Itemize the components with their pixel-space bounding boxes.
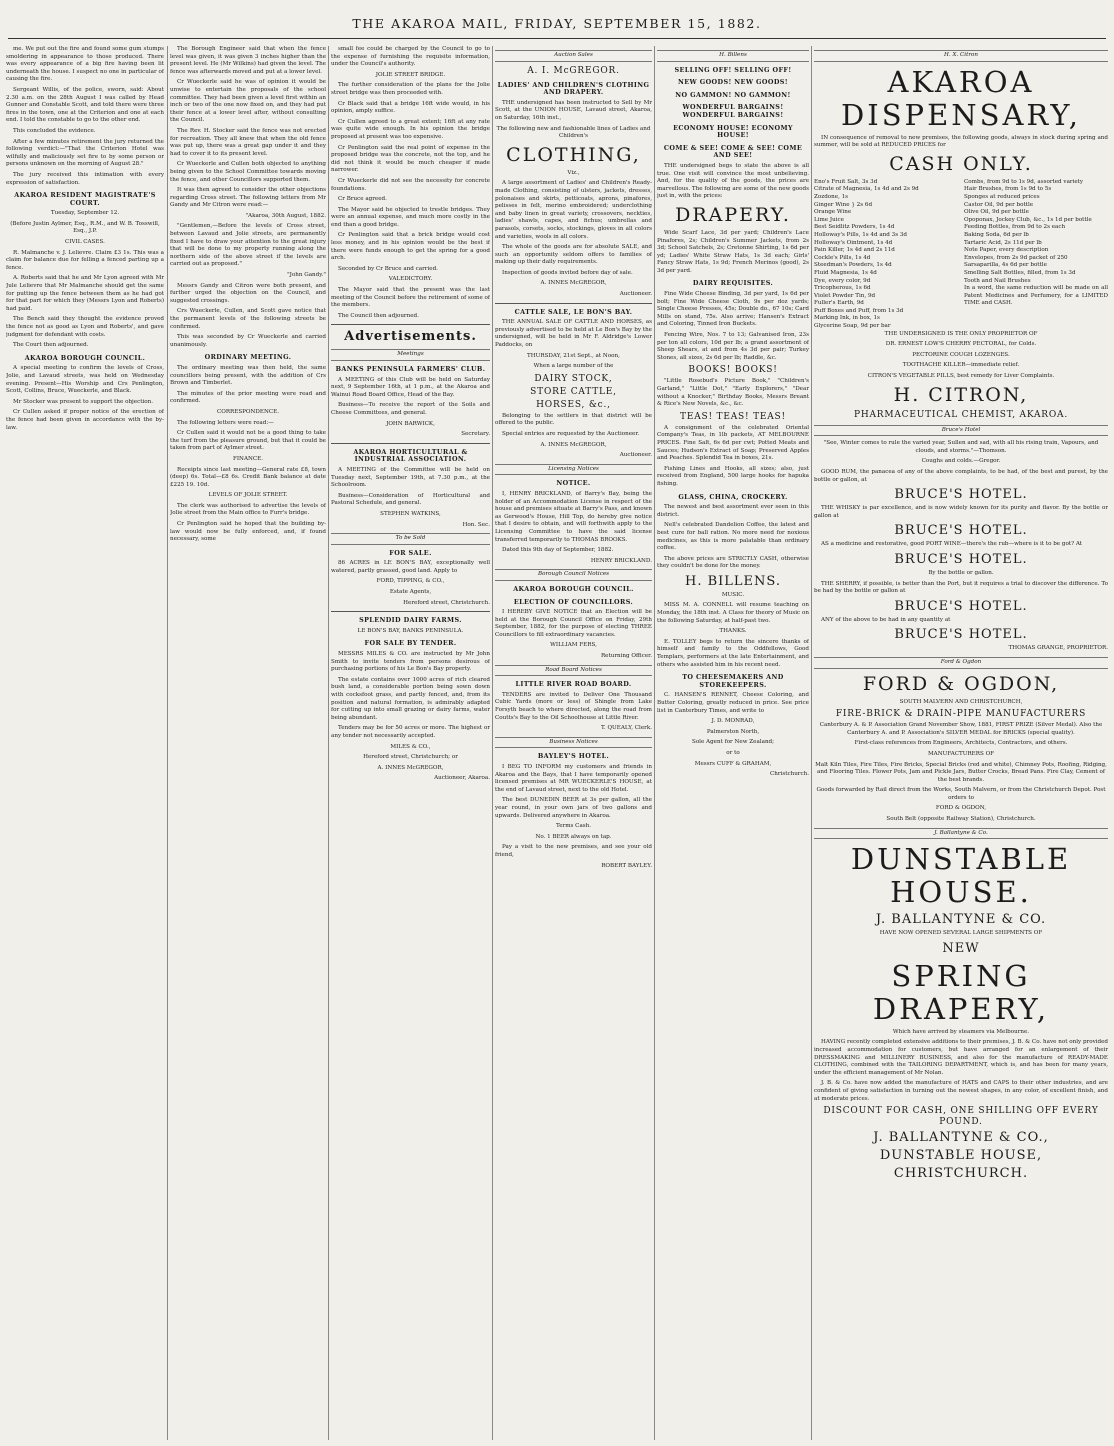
article-paragraph: Cr Penlington said he hoped that the building by-law would now be fully enforced, and, if found necessary, some: [170, 521, 326, 543]
ad-heading: ECONOMY HOUSE! ECONOMY HOUSE!: [673, 123, 793, 140]
ad-heading: GLASS, CHINA, CROCKERY.: [678, 492, 788, 501]
ad-title: STORE CATTLE,: [530, 386, 617, 397]
ad-text: 86 ACRES in LE BON'S BAY, exceptionally well watered, partly grassed, good land. Apply to: [331, 560, 490, 574]
ad-title: DAIRY STOCK,: [534, 373, 613, 384]
section-label: Borough Council Notices: [495, 569, 652, 581]
ad-divider: [495, 303, 652, 304]
price-list-item: Orange Wine: [814, 209, 852, 216]
price-list-item: Tooth and Nail Brushes: [964, 277, 1031, 284]
ad-heading: FOR SALE BY TENDER.: [364, 639, 457, 648]
column-divider: [492, 46, 493, 1440]
ad-text: I HEREBY GIVE NOTICE that an Election will be held at the Borough Council Office on Friday, 29th September, 1882, for the purpose of electing THREE Councillors to fill extraordinary vacancies.: [495, 609, 652, 638]
dunstable-title: DUNSTABLE HOUSE.: [850, 842, 1072, 910]
clothing-title: CLOTHING,: [506, 143, 641, 166]
ad-heading: BANKS PENINSULA FARMERS' CLUB.: [335, 365, 486, 373]
article-paragraph: Cr Cullen said it would not be a good thing to take the turf from the pleasure ground, but that it could be taken from part of Aylmer street.: [170, 430, 326, 452]
christchurch-title: CHRISTCHURCH.: [893, 1166, 1029, 1182]
ad-text: A MEETING of the Committee will be held on Tuesday next, September 19th, at 7.30 p.m., at the Schoolroom.: [331, 466, 490, 489]
ad-line: Malt Kiln Tiles, Fire Tiles, Fire Bricks, Special Bricks (red and white), Chimney Pots, Roofing, Ridging, and Flooring Tiles. Flower Pots, Jam and Pickle Jars, Butter Crocks, Bread Pans. Fire Clay, Cement of the best brands.: [815, 761, 1107, 783]
court-heading: AKAROA RESIDENT MAGISTRATE'S COURT.: [14, 191, 156, 207]
ad-line: Canterbury A. & P. Association Grand November Show, 1881, FIRST PRIZE (Silver Medal). Also the Canterbury A. and P. Association's SILVER MEDAL for BRICKS (special quality).: [819, 722, 1103, 736]
article-paragraph: Mr Stocker was present to support the objection.: [13, 398, 154, 405]
ad-heading: LADIES' AND CHILDREN'S CLOTHING AND DRAPERY.: [497, 80, 650, 97]
ad-line: Palmerston North,: [706, 728, 760, 735]
ad-text: Tenders may be for 50 acres or more. The highest or any tender not necessarily accepted.: [331, 725, 490, 739]
ad-text: J. B. & Co. have now added the manufacture of HATS and CAPS to their other industries, and are confident of giving satisfaction in turning out the newest shapes, in any color, of excellent finish, and at moderate prices.: [814, 1080, 1108, 1102]
price-list-item: In a word, the same reduction will be made on all Patent Medicines and Perfumery, for a LIMITED TIME and CASH.: [964, 285, 1108, 307]
ad-line: Sole Agent for New Zealand;: [691, 739, 775, 746]
price-list-item: Smelling Salt Bottles, filled, from 1s 3d: [964, 269, 1076, 276]
ad-line: First-class references from Engineers, Architects, Contractors, and others.: [854, 740, 1068, 747]
article-paragraph: The Council then adjourned.: [338, 312, 419, 319]
ad-line: SOUTH MALVERN AND CHRISTCHURCH,: [899, 698, 1023, 705]
ad-line: THURSDAY, 21st Sept., at Noon,: [527, 352, 620, 359]
ad-text: THE undersigned has been instructed to Sell by Mr Scott, at the UNION HOUSE, Lavaud street, Akaroa, on Saturday, 16th inst.,: [495, 99, 652, 121]
ad-title: BOOKS! BOOKS!: [688, 365, 778, 376]
section-label: H. X. Citron: [814, 50, 1108, 62]
ad-line: Terms Cash.: [555, 823, 592, 830]
ad-line: Hereford street, Christchurch; or: [363, 754, 458, 761]
article-paragraph: Sergeant Willis, of the police, sworn, said: About 2.30 a.m. on the 28th August I was called by Head Gunner and Constable Scott, and told there were three fires in the town, one at the Criterion and one at each end. I told the constable to go to the other end.: [6, 86, 164, 124]
article-paragraph: The ordinary meeting was then held, the same councillors being present, with the addition of Crs Brown and Timberlet.: [170, 364, 326, 387]
price-list-item: Sponges at reduced prices: [964, 193, 1040, 200]
ad-line: PECTORINE COUGH LOZENGES.: [912, 351, 1010, 358]
subheading: VALEDICTORY.: [388, 276, 433, 283]
ad-signature: WILLIAM FERS,: [550, 642, 597, 649]
column-divider: [811, 46, 812, 1440]
article-paragraph: It was then agreed to consider the other objections regarding Cross street. The following letters from Mr Gandy and Mr Citron were read:—: [170, 187, 326, 209]
ad-heading: NEW GOODS! NEW GOODS!: [678, 78, 788, 87]
article-paragraph: This concluded the evidence.: [13, 127, 96, 134]
price-list-item: Glycerine Soap, 9d per bar: [814, 323, 891, 330]
ad-line: By the bottle or gallon.: [928, 569, 994, 576]
ad-signature-title: Returning Officer.: [600, 653, 652, 660]
letter-date: "Akaroa, 30th August, 1882.: [245, 212, 326, 219]
ad-line: Auctioneer, Akaroa.: [434, 775, 490, 782]
ad-line: Christchurch.: [770, 771, 809, 778]
article-paragraph: Cr Penlington said the real point of expense in the proposed bridge was the concrete, not the top, and he did not think it would be much cheaper if made narrower.: [331, 144, 490, 174]
article-paragraph: The further consideration of the plans for the Jolie street bridge was then proceeded with.: [331, 82, 490, 96]
article-paragraph: Receipts since last meeting—General rate £8, town (deep) 6s. Total—£8 6s. Credit Bank balance at date £225 19. 10d.: [170, 466, 326, 488]
section-label: Bruce's Hotel: [814, 425, 1108, 437]
price-list-item: Best Seidlitz Powders, 1s 4d: [814, 224, 895, 231]
ad-line: THE UNDERSIGNED IS THE ONLY PROPRIETOR OF: [884, 330, 1038, 337]
council-heading: AKAROA BOROUGH COUNCIL.: [24, 353, 146, 362]
price-list-item: Lime Juice: [814, 216, 844, 223]
ad-text: "Little Rosebud's Picture Book," "Children's Garland," "Little Dot," "Early Explorers," "Dear without a Knocker," Birthday Books, Messrs Breant & Rice's New Novels, &c., &c.: [657, 378, 809, 408]
ad-signature: J. D. MONRAD,: [711, 718, 755, 725]
article-paragraph: The Borough Engineer said that when the fence level was given, it was given 3 inches higher than the present level. He (Mr Wilkins) had given the level. The fence was afterwards moved and put at a lower level.: [170, 46, 326, 75]
ad-line: No. 1 BEER always on tap.: [535, 833, 612, 840]
ad-text: The best DUNEDIN BEER at 3s per gallon, all the year round, in your own jars of two gallons and upwards. Delivered anywhere in Akaroa.: [495, 797, 652, 819]
price-list-item: Feeding Bottles, from 9d to 2s each: [964, 224, 1066, 231]
ad-text: THE ANNUAL SALE OF CATTLE AND HORSES, as previously advertised to be held at Le Bon's Bay by the undersigned, will be held in Mr F. Aldridge's Lower Paddocks, on: [495, 319, 652, 349]
ad-line: TOOTHACHE KILLER—immediate relief.: [902, 362, 1020, 369]
price-list-item: Cockle's Pills, 1s 4d: [814, 254, 871, 261]
article-paragraph: The minutes of the prior meeting were read and confirmed.: [170, 390, 326, 405]
ad-heading: NO GAMMON! NO GAMMON!: [675, 90, 791, 99]
ad-text: Fencing Wire, Nos. 7 to 13; Galvanised Iron, 23s per ton all colors, 10d per lb; a grand assortment of Sheep Shears, at and from 4s 3d per pair; Turkey Stones, all sizes, 2s 6d per lb; Raddle, &c.: [657, 332, 809, 361]
price-list-item: Eno's Fruit Salt, 3s 3d: [814, 178, 878, 185]
price-list-item: Olive Oil, 9d per bottle: [964, 209, 1029, 216]
article-paragraph: The Court then adjourned.: [13, 342, 89, 349]
ad-line: Estate Agents,: [389, 589, 432, 596]
ad-line: The following new and fashionable lines of Ladies and Children's: [496, 125, 651, 140]
ad-signature: STEPHEN WATKINS,: [380, 510, 441, 517]
ad-line: or to: [726, 749, 740, 756]
ad-divider: [331, 611, 490, 612]
ad-signature: A. INNES McGREGOR,: [540, 280, 607, 287]
ad-text: Belonging to the settlers in that district will be offered to the public.: [495, 412, 652, 427]
price-list-item: Hair Brushes, from 1s 9d to 5s: [964, 186, 1052, 193]
ad-line: When a large number of the: [533, 363, 614, 370]
article-paragraph: small fee could be charged by the Council to go to the expense of furnishing the requisite information, under the Council's authority.: [331, 46, 490, 68]
dispensary-title: AKAROA DISPENSARY,: [840, 64, 1081, 132]
ad-signature: HENRY BRICKLAND.: [590, 557, 652, 564]
ad-heading: AKAROA HORTICULTURAL & INDUSTRIAL ASSOCIATION.: [353, 447, 468, 464]
ad-text: GOOD RUM, the panacea of any of the above complaints, to be had, of the best and purest, by the bottle or gallon, at: [814, 469, 1108, 483]
letter-signature: "John Gandy.": [287, 272, 326, 279]
ad-signature-title: Auctioneer.: [619, 291, 652, 298]
price-list: [814, 179, 1108, 331]
subheading: JOLIE STREET BRIDGE.: [375, 71, 446, 78]
ad-text: A MEETING of this Club will be held on Saturday next, 9 September 16th, at 1 p.m., at the Akaroa and Wainui Road Board Office, Head of the Bay.: [331, 376, 490, 398]
ad-signature: THOMAS GRANGE, PROPRIETOR.: [1008, 645, 1108, 652]
ad-text: Nell's celebrated Dandelion Coffee, the latest and best cure for ball ration. No more need for noxious medicines, as this is more palatable than ordinary coffee.: [657, 522, 809, 552]
masthead: THE AKAROA MAIL, FRIDAY, SEPTEMBER 15, 1882.: [352, 16, 762, 31]
chemist-title: PHARMACEUTICAL CHEMIST, AKAROA.: [853, 409, 1069, 420]
spring-drapery-title: SPRING DRAPERY,: [872, 958, 1050, 1026]
ad-line: Hereford street, Christchurch.: [403, 599, 490, 606]
new-title: NEW: [942, 940, 980, 956]
cash-only-title: CASH ONLY.: [889, 152, 1033, 175]
article-paragraph: The Mayor said he objected to trestle bridges. They were an annual expense, and much more costly in the end than a good bridge.: [331, 206, 490, 228]
price-list-item: Marking Ink, in box, 1s: [814, 315, 880, 322]
ad-signature: JOHN BARWICK,: [386, 420, 435, 427]
price-list-item: Baking Soda, 6d per lb: [964, 231, 1029, 238]
ad-text: Fishing Lines and Hooks, all sizes; also, just received from England, 500 large hooks for hapuka fishing.: [657, 465, 809, 487]
ad-heading: COME & SEE! COME & SEE! COME AND SEE!: [663, 143, 803, 160]
ad-signature: A. INNES McGREGOR,: [377, 764, 444, 771]
masthead-rule: [8, 38, 1106, 39]
subheading: THANKS.: [719, 628, 747, 635]
ad-text: AS a medicine and restorative, good PORT WINE—there's the rub—where is it to be got? At: [821, 541, 1083, 548]
column-divider: [328, 46, 329, 1440]
ad-divider: [331, 443, 490, 444]
price-list-right: [964, 179, 1108, 331]
ad-heading: SPLENDID DAIRY FARMS.: [359, 616, 462, 625]
ad-title: TEAS! TEAS! TEAS!: [680, 411, 786, 422]
price-list-item: Note Paper, every description: [964, 247, 1049, 254]
price-list-item: Fuller's Earth, 9d: [814, 300, 864, 307]
ad-heading: DAIRY REQUISITES.: [692, 279, 774, 288]
section-label: Licensing Notices: [495, 464, 652, 476]
column-2: [170, 46, 326, 1440]
price-list-item: Holloway's Pills, 1s 4d and 3s 3d: [814, 231, 907, 238]
ad-signature: Messrs CUFF & GRAHAM,: [694, 760, 772, 767]
ad-line: HAVE NOW OPENED SEVERAL LARGE SHIPMENTS OF: [879, 930, 1043, 937]
article-paragraph: The Mayor said that the present was the last meeting of the Council before the retirement of some of the members.: [331, 287, 490, 309]
ad-title: HORSES, &c.,: [536, 399, 611, 410]
ad-signature: T. QUEALY, Clerk.: [601, 725, 652, 732]
ad-heading: TO CHEESEMAKERS AND STOREKEEPERS.: [682, 673, 784, 689]
ad-text: Dated this 9th day of September, 1882.: [502, 547, 614, 554]
article-paragraph: Seconded by Cr Bruce and carried.: [338, 265, 438, 272]
ad-text: C. HANSEN'S RENNET, Cheese Coloring, and Butter Coloring, greatly reduced in price. See price list in Canterbury Times, and write to: [657, 692, 809, 714]
subheading: MANUFACTURERS OF: [927, 750, 995, 757]
ad-line: CITRON'S VEGETABLE PILLS, best remedy for Liver Complaints.: [867, 373, 1055, 380]
column-6: [814, 46, 1108, 1440]
ad-heading: CATTLE SALE, LE BON'S BAY.: [514, 307, 633, 316]
article-paragraph: Cr Wueckerle did not see the necessity for concrete foundations.: [331, 177, 490, 192]
article-paragraph: Cr Cullen asked if proper notice of the erection of the fence had been given in accordance with the by-law.: [6, 409, 164, 431]
ad-text: Wide Scarf Lace, 3d per yard; Children's Lace Pinafores, 2s; Children's Summer Jackets, from 2s 3d; School Satchels, 2s; Cretonne Shirting, 1s 6d per yd; Ladies' White Straw Hats, 1s 3d each; Girls' Fancy Straw Hats, 1s 9d; French Merinos (good), 2s 3d per yard.: [657, 229, 809, 274]
article-paragraph: Messrs Gandy and Citron were both present, and further urged the objection on the Council, and suggested crossings.: [170, 282, 326, 304]
section-label: Meetings: [331, 349, 490, 361]
ad-line: Coughs and colds.—Gregor.: [921, 458, 1001, 465]
article-paragraph: me. We put out the fire and found some gum stumps smoldering in appearance to those produced. There was every appearance of a big fire having been lit underneath the house. I suspect no one in particular of causing the fire.: [6, 46, 164, 83]
ad-signature-title: Secretary.: [461, 431, 490, 438]
court-date: Tuesday, September 12.: [50, 210, 120, 217]
ordinary-meeting-heading: ORDINARY MEETING.: [204, 353, 292, 362]
ad-text: I BEG TO INFORM my customers and friends in Akaroa and the Bays, that I have temporarily opened licensed premises at MR WUECKERLE'S HOUSE, at the end of Lavaud street, next to the old Hotel.: [495, 764, 652, 793]
ad-quote: "See, Winter comes to rule the varied year, Sullen and sad, with all his rising train, Vapours, and clouds, and storms."—Thomson.: [823, 440, 1099, 454]
ad-text: A large assortment of Ladies' and Children's Ready-made Clothing, consisting of ulsters, jackets, dresses, polonaises and skirts, petticoats, aprons, pinafores, pelisses in felt, merino embroidered; underclothing and baby linen in great variety, crossovers, neckties, ladies' shawls, capes, and fichus; umbrellas and parasols, corsets, socks, stockings, gloves in all colors and varieties, wools in all colors.: [495, 180, 652, 240]
ad-text: THE SHERRY, if possible, is better than the Port, but it requires a trial to discover the difference. To be had by the bottle or gallon at: [814, 580, 1108, 595]
price-list-item: Opoponax, Jockey Club, &c., 1s 1d per bottle: [964, 216, 1092, 223]
price-list-item: Citrate of Magnesia, 1s 4d and 2s 9d: [814, 186, 919, 193]
price-list-item: Puff Boxes and Puff, from 1s 3d: [814, 307, 904, 314]
article-paragraph: The clerk was authorised to advertise the levels of Jolie street from the Main office to Furr's bridge.: [170, 502, 326, 517]
ad-signature: MILES & CO.,: [390, 743, 431, 750]
article-paragraph: A. Roberts said that he and Mr Lyon agreed with Mr Jule Lelievre that Mr Malmanche should get the same for putting up the fence between them as he had got for that part for which they (Messrs Lyon and Roberts) had paid.: [6, 275, 164, 312]
ad-text: Inspection of goods invited before day of sale.: [502, 269, 633, 276]
section-label: H. Billens: [657, 50, 809, 62]
ad-heading: NOTICE.: [556, 479, 591, 488]
column-4: [495, 46, 652, 1440]
price-list-item: Tartaric Acid, 2s 11d per lb: [964, 239, 1042, 246]
ad-line: DR. ERNEST LOW'S CHERRY PECTORAL, for Colds.: [885, 341, 1037, 348]
ad-text: The above prices are STRICTLY CASH, otherwise they couldn't be done for the money.: [657, 555, 809, 570]
price-list-item: Holloway's Ointment, 1s 4d: [814, 239, 893, 246]
price-list-item: Envelopes, from 2s 9d packet of 250: [964, 254, 1068, 261]
column-divider: [654, 46, 655, 1440]
bruces-hotel-title: BRUCE'S HOTEL.: [894, 551, 1028, 567]
price-list-item: Ginger Wine } 2s 6d: [814, 201, 873, 208]
subheading: FINANCE.: [232, 455, 264, 462]
section-label: Business Notices: [495, 737, 652, 749]
ford-title: FORD & OGDON,: [862, 672, 1060, 695]
article-paragraph: This was seconded by Cr Wueckerle and carried unanimously.: [170, 334, 326, 348]
price-list-item: Tricopherous, 1s 6d: [814, 285, 871, 292]
ad-title: FIRE-BRICK & DRAIN-PIPE MANUFACTURERS: [835, 709, 1087, 720]
ad-text: THE undersigned begs to state the above is all true. One visit will convince the most unbelieving. And, for the quality of the goods, the prices are marvellous. The following are some of the new goods just in, with the prices:: [657, 162, 809, 200]
column-1: [6, 46, 164, 1440]
article-paragraph: "Gentlemen,—Before the levels of Cross street, between Lavaud and Jolie streets, are permanently fixed I have to draw your attention to the great injury that will be done to my property running along the northern side of the above street if the levels are carried out as proposed.": [170, 223, 326, 268]
ad-text: IN consequence of removal to new premises, the following goods, always in stock during spring and summer, will be sold at REDUCED PRICES for: [814, 134, 1108, 149]
ad-heading: AKAROA BOROUGH COUNCIL.: [513, 584, 634, 593]
subheading: LEVELS OF JOLIE STREET.: [208, 492, 288, 499]
ad-line: Goods forwarded by Rail direct from the Works, South Malvern, or from the Christchurch Depot. Post orders to: [816, 787, 1106, 801]
article-paragraph: The Bench said they thought the evidence proved the fence not as good as Lyon and Roberts', and gave judgment for defendant with costs.: [6, 316, 164, 338]
bruces-hotel-title: BRUCE'S HOTEL.: [894, 523, 1028, 539]
ad-signature: FORD, TIPPING, & CO.,: [376, 578, 445, 585]
column-5: [657, 46, 809, 1440]
ad-title: A. I. McGREGOR.: [527, 65, 620, 76]
ad-text: Pay a visit to the new premises, and see your old friend,: [495, 844, 652, 858]
ad-heading: WONDERFUL BARGAINS! WONDERFUL BARGAINS!: [682, 103, 784, 119]
article-paragraph: Cr Cullen agreed to a great extent; 16ft at any rate was quite wide enough. In his opinion the bridge proposed at present was too expensive.: [331, 118, 490, 140]
section-label: J. Ballantyne & Co.: [814, 828, 1108, 840]
ballantyne-title: J. BALLANTYNE & CO.,: [873, 1130, 1049, 1146]
ad-heading: ELECTION OF COUNCILLORS.: [513, 597, 634, 606]
bruces-hotel-title: BRUCE'S HOTEL.: [894, 487, 1028, 503]
article-paragraph: Cr Black said that a bridge 16ft wide would, in his opinion, amply suffice.: [331, 100, 490, 115]
section-label: Road Board Notices: [495, 665, 652, 677]
price-list-item: Dye, every color, 9d: [814, 277, 871, 284]
ad-text: Special entries are requested by the Auctioneer.: [502, 431, 640, 437]
section-divider: [331, 324, 490, 325]
ad-signature: ROBERT BAYLEY.: [601, 862, 652, 869]
ad-text: A consignment of the celebrated Oriental Company's Teas, in 1lb packets, AT MELBOURNE PRICES. Fine Salt, 6s 6d per cwt; Potted Meats and Sauces; Hudson's Extract of Soap; Preserved Apples and Peaches. Splendid Tea in boxes, 21s.: [657, 424, 809, 462]
ad-text: Business—Consideration of Horticultural and Pastoral Schedule, and general.: [331, 492, 490, 507]
ad-heading: BAYLEY'S HOTEL.: [537, 752, 610, 761]
price-list-item: Steedman's Powders, 1s 4d: [814, 262, 892, 269]
ad-line: Which have arrived by steamers via Melbourne.: [892, 1028, 1030, 1035]
ad-heading: FOR SALE.: [389, 548, 432, 557]
dunstable-title: DUNSTABLE HOUSE,: [879, 1148, 1043, 1164]
ad-text: The newest and best assortment ever seen in this district.: [657, 504, 809, 518]
article-paragraph: Cr Wueckerle said he was of opinion it would be unwise to entertain the proposals of the school committee. They had been given a level first within an inch or two of the one now fixed on, and they had put their fence at a lower level after, without consulting the Council.: [170, 79, 326, 124]
subheading: MUSIC.: [721, 591, 745, 598]
column-divider: [167, 46, 168, 1440]
ad-line: Viz.,: [567, 169, 580, 176]
article-paragraph: Cr Wueckerle and Cullen both objected to anything being given to the School Committee towards moving the fence, and other Councillors supported them.: [170, 161, 326, 183]
ad-line: South Belt (opposite Railway Station), Christchurch.: [886, 816, 1036, 823]
ad-heading: SELLING OFF! SELLING OFF!: [674, 65, 792, 74]
ad-heading: LITTLE RIVER ROAD BOARD.: [515, 680, 632, 689]
ad-text: MISS M. A. CONNELL will resume teaching on Monday, the 18th inst. A Class for theory of Music on the following Saturday, at half-past two.: [657, 602, 809, 624]
price-list-item: Violet Powder Tin, 9d: [814, 292, 876, 299]
discount-line: DISCOUNT FOR CASH, ONE SHILLING OFF EVERY POUND.: [823, 1106, 1099, 1128]
price-list-item: Pain Killer, 1s 4d and 2s 11d: [814, 247, 895, 254]
article-paragraph: Cr Bruce agreed.: [338, 196, 387, 203]
section-label: Ford & Ogdon: [814, 657, 1108, 669]
price-list-item: Zozdone, 1s: [814, 193, 849, 200]
article-paragraph: A special meeting to confirm the levels of Cross, Jolie, and Lavaud streets, was held on Wednesday evening. Present—His Worship and Crs Penlington, Scott, Collins, Bruce, Wueckerle, and Black.: [6, 365, 164, 395]
price-list-item: Fluid Magnesia, 1s 4d: [814, 269, 877, 276]
advertisements-title: Advertisements.: [344, 329, 477, 345]
price-list-item: Combs, from 9d to 1s 9d, assorted variety: [964, 178, 1084, 185]
section-label: Auction Sales: [495, 50, 652, 62]
ad-line: LE BON'S BAY, BANKS PENINSULA.: [357, 627, 464, 634]
ad-text: Business—To receive the report of the Soils and Cheese Committees, and general.: [331, 402, 490, 416]
article-paragraph: After a few minutes retirement the jury returned the following verdict:—"That the Criterion Hotel was wilfully and maliciously set fire to by some person or persons unknown on the morning of August 28.": [6, 138, 164, 168]
ad-text: ANY of the above to be had in any quantity at: [821, 616, 951, 623]
bruces-hotel-title: BRUCE'S HOTEL.: [894, 598, 1028, 614]
subheading: CORRESPONDENCE.: [216, 408, 280, 415]
article-paragraph: R. Malmanche v. J. Lelievre. Claim £3 1s. This was a claim for balance due for felling a fenced parting up a fence.: [6, 249, 164, 271]
ad-text: Fine Wide Cheese Binding, 3d per yard, 1s 6d per bolt; Fine Wide Cheese Cloth, 9s per doz yards; Single Cheese Presses, 45s; Double do., 67 10s; Card Mills on stand, 75s. Also arrive; Hansen's Extract and Coloring, Tinned Iron Buckets.: [657, 291, 809, 328]
article-paragraph: The following letters were read:—: [177, 419, 274, 426]
ballantyne-title: J. BALLANTYNE & CO.: [875, 912, 1047, 928]
ad-signature: A. INNES McGREGOR,: [540, 441, 607, 448]
ad-text: The estate contains over 1000 acres of rich cleared bush land, a considerable portion being sown down with cocksfoot grass, and partly fenced, and, from its position and natural formation, is admirably adapted for cutting up into small grazing or dairy farms, water being abundant.: [331, 676, 490, 721]
ad-text: HAVING recently completed extensive additions to their premises, J. B. & Co. have not only provided increased accommodation for customers, but have arranged for an enlargement of their DRESSMAKING and MILLINERY BUSINESS, and also for the manufacture of READY-MADE CLOTHING, combined with the TAILORING DEPARTMENT, which is, and has been for many years, under the efficient management of Mr Nolan.: [814, 1039, 1108, 1076]
column-3: [331, 46, 490, 1440]
article-paragraph: Cr Penlington said that a brick bridge would cost less money, and in his opinion would be the best if there were funds enough to get the spring for a good arch.: [331, 232, 490, 262]
ad-signature-title: Hon. Sec.: [462, 521, 490, 528]
court-bench: (Before Justin Aylmer, Esq., R.M., and W. B. Tosswill, Esq., J.P.: [10, 220, 160, 235]
ad-text: The whole of the goods are for absolute SALE, and such an opportunity seldom offers to families of making up their daily requirements.: [495, 244, 652, 266]
article-paragraph: The jury received this intimation with every expression of satisfaction.: [6, 171, 164, 186]
article-paragraph: The Rev. H. Stocker said the fence was not erected for recreation. They all knew that when the old fence was put up, there was a great gap under it and they had to cover it to its present level.: [170, 127, 326, 157]
drapery-title: DRAPERY.: [675, 203, 791, 226]
ad-text: MESSRS MILES & CO. are instructed by Mr John Smith to invite tenders from persons desirous of purchasing portions of his Le Bon's Bay property.: [331, 651, 490, 673]
civil-cases-heading: CIVIL CASES.: [65, 239, 105, 246]
ad-signature: FORD & OGDON,: [935, 805, 987, 812]
ad-text: I, HENRY BRICKLAND, of Barry's Bay, being the holder of an Accommodation License in respect of the house and premises situate at Barry's Pass, and known as Gerwood's House, Hill Top, do hereby give notice that I desire to obtain, and will forthwith apply to the Licensing Committee to have the said license transferred temporarily to THOMAS BROOKS.: [495, 490, 652, 543]
price-list-item: Sarsaparilla, 4s 6d per bottle: [964, 262, 1047, 269]
ad-text: THE WHISKY is par excellence, and is now widely known for its purity and flavor. By the bottle or gallon at: [814, 505, 1108, 519]
ad-signature-title: Auctioneer.: [619, 452, 652, 459]
price-list-item: Castor Oil, 9d per bottle: [964, 201, 1034, 208]
citron-title: H. CITRON,: [893, 383, 1029, 406]
ad-text: TENDERS are invited to Deliver One Thousand Cubic Yards (more or less) of Shingle from Lake Forsyth beach to where directed, along the road from Coutts's Bay to the Oil Schoolhouse at Little River.: [495, 691, 652, 721]
price-list-left: [814, 179, 958, 331]
article-paragraph: Crs Wueckerle, Cullen, and Scott gave notice that the permanent levels of the following streets be confirmed.: [170, 308, 326, 330]
bruces-hotel-title: BRUCE'S HOTEL.: [894, 627, 1028, 643]
section-label: To be Sold: [331, 533, 490, 545]
ad-title: H. BILLENS.: [685, 573, 781, 589]
ad-text: E. TOLLEY begs to return the sincere thanks of himself and family to the Oddfellows, Good Templars, performers at the late Entertainment, and others who assisted him in his recent need.: [657, 638, 809, 668]
